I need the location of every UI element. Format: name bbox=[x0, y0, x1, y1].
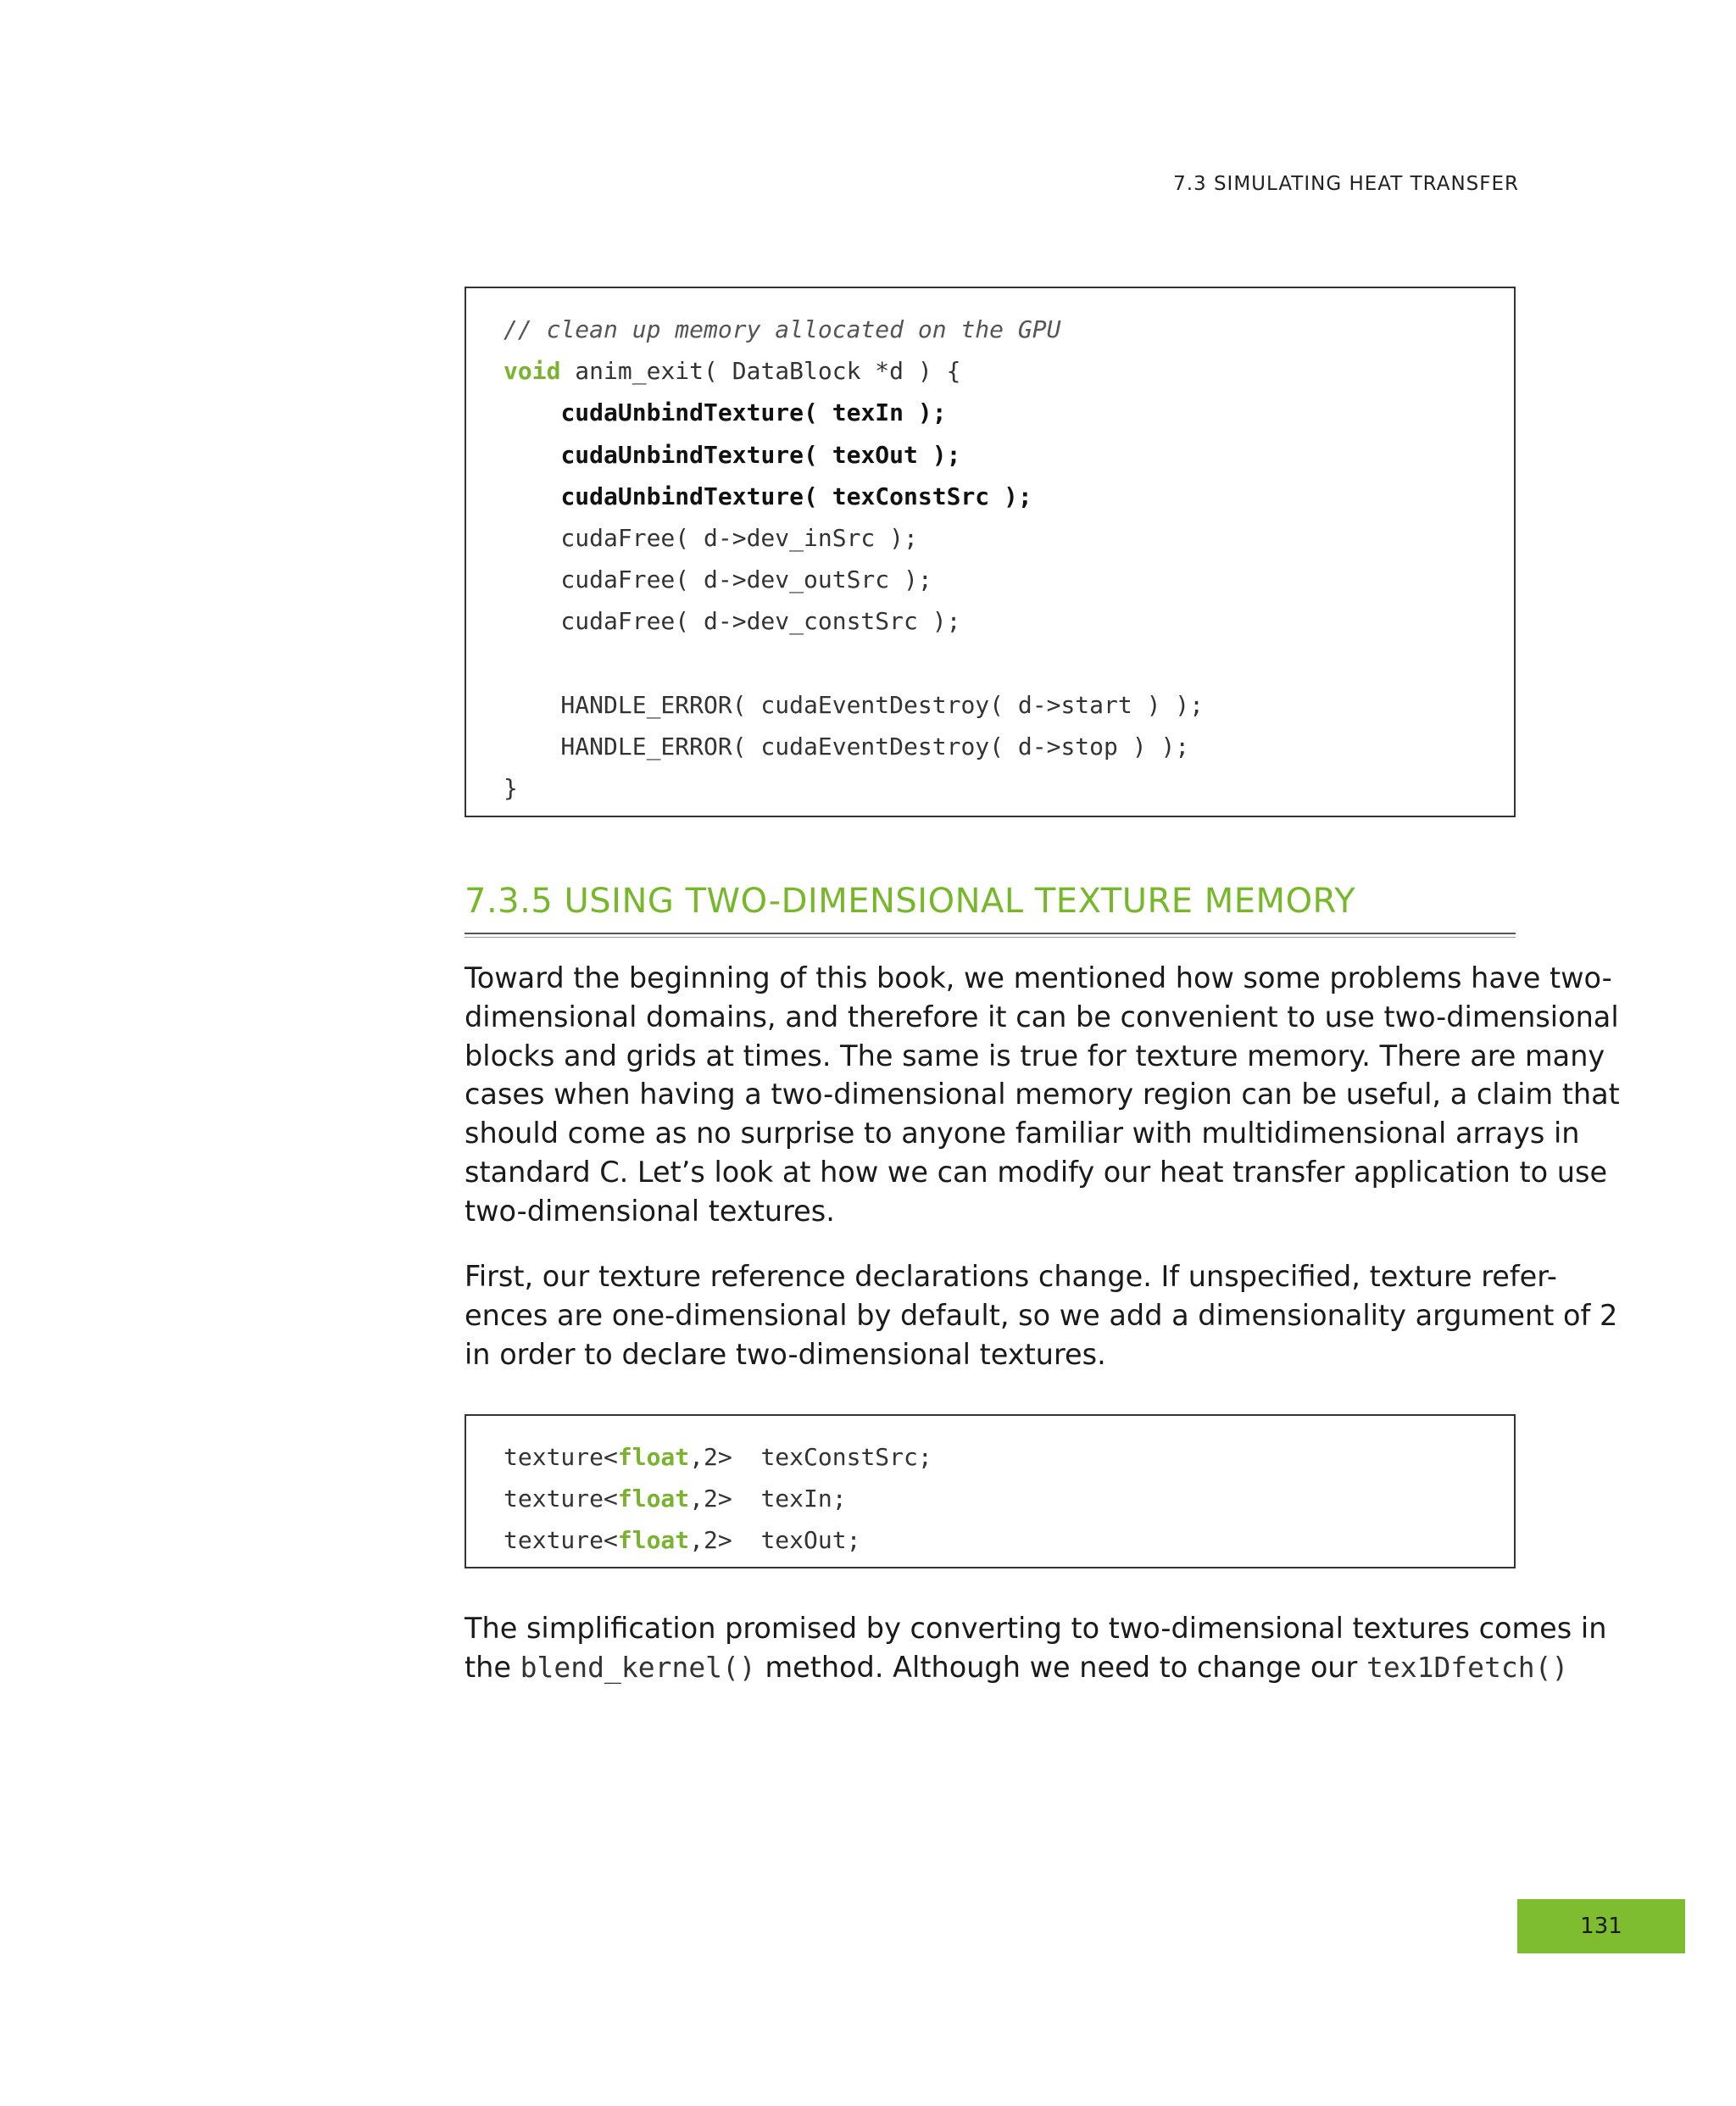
code-line bbox=[504, 767, 1514, 809]
code-line bbox=[504, 476, 1514, 517]
code-token bbox=[504, 398, 560, 426]
paragraph-line: Toward the beginning of this book, we mentioned how some problems have two- bbox=[465, 961, 1612, 994]
code-line bbox=[504, 434, 1514, 476]
code-line bbox=[504, 1519, 1514, 1561]
code-listing-anim-exit bbox=[465, 287, 1516, 817]
code-token: cudaFree( d->dev_inSrc ); bbox=[504, 523, 918, 552]
paragraph-line: two-dimensional textures. bbox=[465, 1194, 835, 1228]
page-number-tab bbox=[1517, 1899, 1685, 1953]
code-line bbox=[504, 309, 1514, 350]
code-line bbox=[504, 726, 1514, 767]
paragraph-line: in order to declare two-dimensional textures. bbox=[465, 1337, 1106, 1371]
code-token: texture< bbox=[504, 1485, 618, 1513]
code-token: anim_exit( DataBlock *d ) { bbox=[560, 357, 961, 386]
text-span: method. Although we need to change our bbox=[755, 1650, 1366, 1684]
paragraph-line: First, our texture reference declarations change. If unspecified, texture refer- bbox=[465, 1260, 1558, 1293]
code-token: texture< bbox=[504, 1526, 618, 1555]
code-token: cudaFree( d->dev_outSrc ); bbox=[504, 566, 932, 594]
code-token: cudaUnbindTexture( texIn ); bbox=[560, 398, 947, 427]
code-line bbox=[504, 643, 1514, 684]
code-line bbox=[504, 517, 1514, 559]
paragraph-line bbox=[465, 1648, 1569, 1687]
code-token: } bbox=[504, 774, 518, 803]
code-token: texture< bbox=[504, 1443, 618, 1471]
section-heading: 7.3.5 USING TWO-DIMENSIONAL TEXTURE MEMORY bbox=[465, 882, 1356, 921]
paragraph-line: ences are one-dimensional by default, so we add a dimensionality argument of 2 bbox=[465, 1298, 1618, 1332]
code-line bbox=[504, 684, 1514, 726]
code-token bbox=[504, 441, 560, 469]
inline-code-tex1dfetch: tex1Dfetch() bbox=[1366, 1650, 1569, 1684]
paragraph-line: cases when having a two-dimensional memory region can be useful, a claim that bbox=[465, 1078, 1620, 1112]
code-keyword: float bbox=[617, 1443, 690, 1471]
code-line bbox=[504, 350, 1514, 392]
paragraph-line: blocks and grids at times. The same is true for texture memory. There are many bbox=[465, 1039, 1605, 1072]
paragraph-texture-declarations bbox=[465, 1257, 1618, 1373]
paragraph-simplification bbox=[465, 1609, 1607, 1687]
running-head: 7.3 SIMULATING HEAT TRANSFER bbox=[1173, 173, 1519, 195]
paragraph-line: The simplification promised by converting to two-dimensional textures comes in bbox=[465, 1612, 1607, 1645]
code-keyword: void bbox=[504, 357, 561, 386]
code-comment: // clean up memory allocated on the GPU bbox=[504, 315, 1061, 343]
paragraph-line: standard C. Let’s look at how we can modify our heat transfer application to use bbox=[465, 1155, 1608, 1189]
code-token: cudaUnbindTexture( texConstSrc ); bbox=[560, 482, 1032, 510]
code-line bbox=[504, 1436, 1514, 1478]
code-token: HANDLE_ERROR( cudaEventDestroy( d->start ) ); bbox=[504, 690, 1205, 719]
code-line bbox=[504, 559, 1514, 600]
code-token: cudaFree( d->dev_constSrc ); bbox=[504, 607, 961, 636]
paragraph-line: dimensional domains, and therefore it can be convenient to use two-dimensional bbox=[465, 1000, 1619, 1034]
code-line bbox=[504, 392, 1514, 433]
inline-code-blend-kernel: blend_kernel() bbox=[520, 1650, 756, 1684]
code-token: ,2> texIn; bbox=[689, 1485, 847, 1513]
code-listing-texture-declarations bbox=[465, 1414, 1516, 1568]
code-token: HANDLE_ERROR( cudaEventDestroy( d->stop ) ); bbox=[504, 732, 1190, 760]
code-keyword: float bbox=[617, 1526, 690, 1555]
code-token bbox=[504, 482, 560, 510]
paragraph-line: should come as no surprise to anyone familiar with multidimensional arrays in bbox=[465, 1117, 1580, 1150]
paragraph-intro bbox=[465, 959, 1620, 1231]
text-span: the bbox=[465, 1650, 520, 1684]
code-token: ,2> texOut; bbox=[689, 1526, 861, 1555]
code-line bbox=[504, 1478, 1514, 1519]
heading-rule bbox=[465, 933, 1516, 938]
code-token: ,2> texConstSrc; bbox=[689, 1443, 932, 1471]
code-token: cudaUnbindTexture( texOut ); bbox=[560, 440, 961, 469]
code-keyword: float bbox=[617, 1485, 690, 1513]
page-number: 131 bbox=[1580, 1914, 1622, 1939]
code-line bbox=[504, 600, 1514, 642]
